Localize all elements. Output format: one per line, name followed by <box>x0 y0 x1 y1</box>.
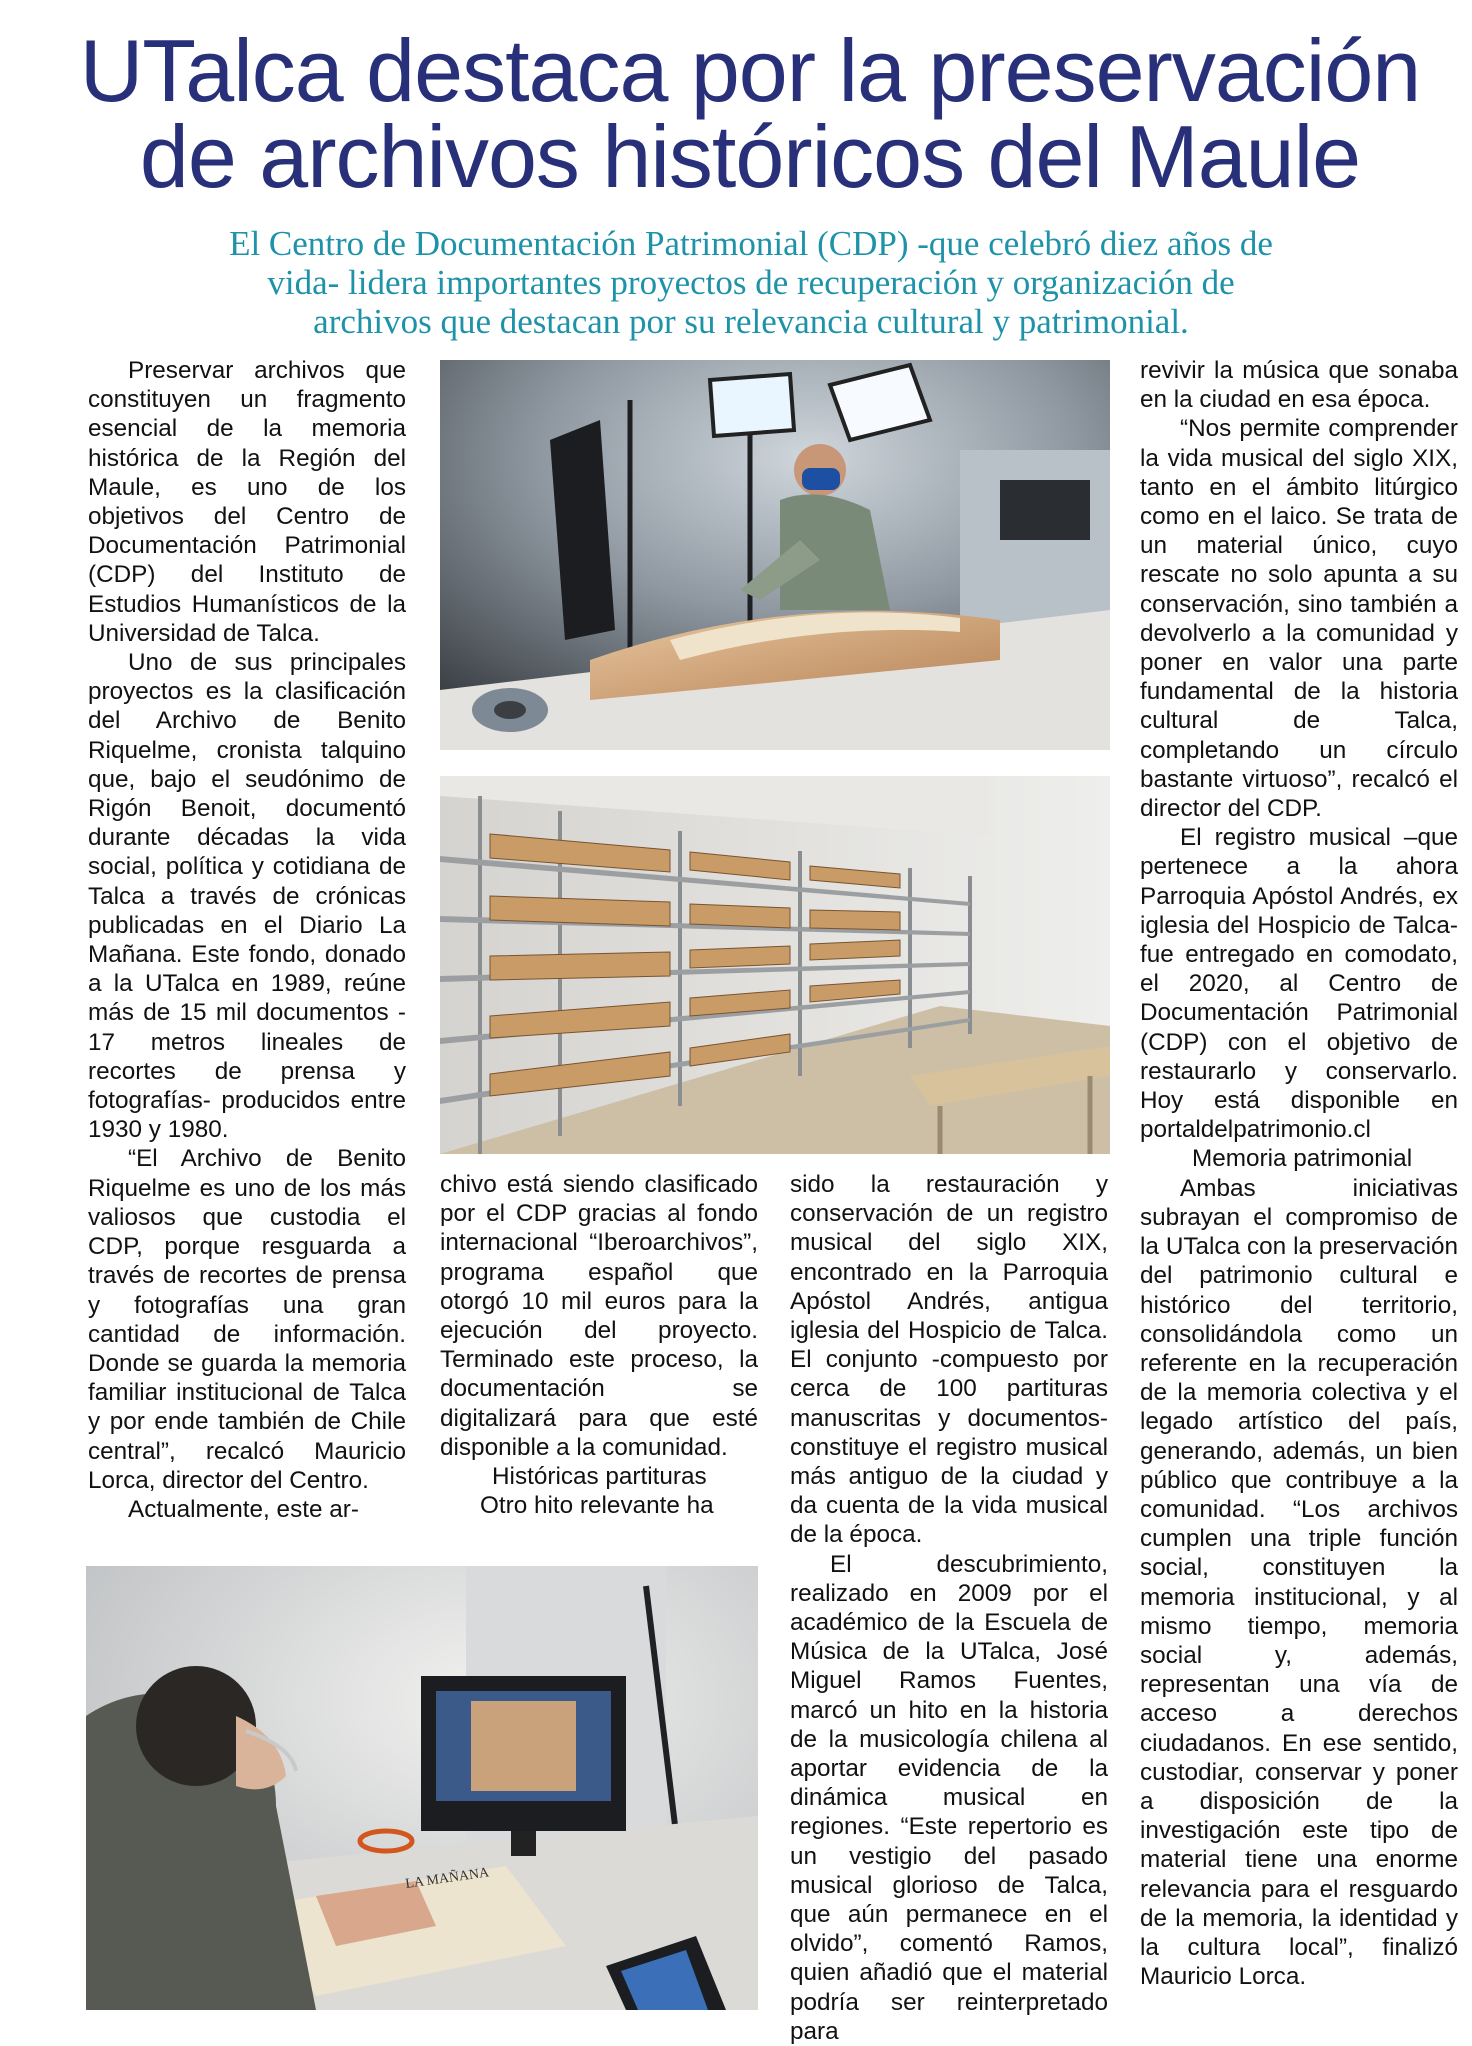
body-paragraph: El descubrimiento, realizado en 2009 por el académico de la Escuela de Música de la UTalca, José Miguel Ramos Fuentes, marcó un hito en la historia de la musicología chilena al aportar evidencia de la dinámica musical en regiones. “Este repertorio es un vestigio del pasado musical glorioso de Talca, que aún permanece en el olvido”, comentó Ramos, quien añadió que el material podría ser reinterpretado para <box>790 1550 1108 2045</box>
body-paragraph: “El Archivo de Benito Riquelme es uno de los más valiosos que custodia el CDP, porque resguarda a través de recortes de prensa y fotografías una gran cantidad de información. Donde se guarda la memoria familiar institucional de Talca y por ende también de Chile central”, recalcó Mauricio Lorca, director del Centro. <box>88 1145 406 1494</box>
photo-digitization-workstation <box>86 1566 758 2010</box>
text-column-3 <box>790 1170 1108 2046</box>
article-headline <box>70 21 1430 206</box>
photo-archivist-illustration <box>440 360 1110 750</box>
photo-archive-shelves <box>440 776 1110 1154</box>
text-column-2 <box>440 1170 758 1520</box>
studio-light-panel <box>710 374 794 436</box>
body-paragraph: Ambas iniciativas subrayan el compromiso de la UTalca con la preservación del patrimonio cultural e histórico del territorio, consolidándola como un referente en la recuperación de la memoria colectiva y el legado artístico del país, generando, además, un bien público que contribuye a la comunidad. “Los archivos cumplen una triple función social, constituyen la memoria institucional, y al mismo tiempo, memoria social y, además, representan una vía de acceso a derechos ciudadanos. En ese sentido, custodiar, conservar y poner a disposición de la investigación este tipo de material tiene una enorme relevancia para el resguardo de la memoria, la identidad y la cultura local”, finalizó Mauricio Lorca. <box>1140 1174 1458 1991</box>
photo-archivist-with-lights <box>440 360 1110 750</box>
body-paragraph: sido la restauración y conservación de un registro musical del siglo XIX, encontrado en la Parroquia Apóstol Andrés, antigua iglesia del Hospicio de Talca. El conjunto -compuesto por cerca de 100 partituras manuscritas y documentos- constituye el registro musical más antiguo de la ciudad y da cuenta de la vida musical de la época. <box>790 1171 1108 1549</box>
deck-line-3: archivos que destacan por su relevancia cultural y patrimonial. <box>313 302 1189 341</box>
body-paragraph: chivo está siendo clasificado por el CDP gracias al fondo internacional “Iberoarchivos”, programa español que otorgó 10 mil euros para la ejecución del proyecto. Terminado este proceso, la documentación se digitalizará para que esté disponible a la comunidad. <box>440 1171 758 1461</box>
newspaper-masthead: LA MAÑANA <box>404 1865 491 1892</box>
deck-line-2: vida- lidera importantes proyectos de recuperación y organización de <box>267 263 1235 302</box>
body-paragraph: revivir la música que sonaba en la ciudad en esa época. <box>1140 357 1458 414</box>
photo-shelves-illustration <box>440 776 1110 1154</box>
headline-line-1: UTalca destaca por la preservación <box>79 21 1421 120</box>
body-paragraph: El registro musical –que pertenece a la ahora Parroquia Apóstol Andrés, ex iglesia del Hospicio de Talca- fue entregado en comodato, el 2020, al Centro de Documentación Patrimonial (CDP) con el objetivo de restaurarlo y conservarlo. Hoy está disponible en portaldelpatrimonio.cl <box>1140 824 1458 1144</box>
subhead-memoria-patrimonial: Memoria patrimonial <box>1192 1145 1413 1173</box>
subhead-historicas-partituras: Históricas partituras <box>492 1463 707 1491</box>
photo-workstation-illustration <box>86 1566 758 2010</box>
headline-line-2: de archivos históricos del Maule <box>139 107 1361 206</box>
deck-line-1: El Centro de Documentación Patrimonial (CDP) -que celebró diez años de <box>229 224 1273 263</box>
article-deck <box>86 224 1416 341</box>
body-paragraph: Actualmente, este ar- <box>128 1495 359 1523</box>
body-paragraph: “Nos permite comprender la vida musical del siglo XIX, tanto en el ámbito litúrgico como en el laico. Se trata de un material único, cuyo rescate no solo apunta a su conservación, sino también a devolverlo a la comunidad y poner en valor una parte fundamental de la historia cultural de Talca, completando un círculo bastante virtuoso”, recalcó el director del CDP. <box>1140 415 1458 823</box>
text-column-1 <box>88 356 406 1524</box>
body-paragraph: Preservar archivos que constituyen un fragmento esencial de la memoria histórica de la Región del Maule, es uno de los objetivos del Centro de Documentación Patrimonial (CDP) del Instituto de Estudios Humanísticos de la Universidad de Talca. <box>88 357 406 647</box>
body-paragraph: Otro hito relevante ha <box>480 1492 714 1520</box>
text-column-4 <box>1140 356 1458 1991</box>
body-paragraph: Uno de sus principales proyectos es la clasificación del Archivo de Benito Riquelme, cronista talquino que, bajo el seudónimo de Rigón Benoit, documentó durante décadas la vida social, política y cotidiana de Talca a través de crónicas publicadas en el Diario La Mañana. Este fondo, donado a la UTalca en 1989, reúne más de 15 mil documentos - 17 metros lineales de recortes de prensa y fotografías- producidos entre 1930 y 1980. <box>88 649 406 1144</box>
